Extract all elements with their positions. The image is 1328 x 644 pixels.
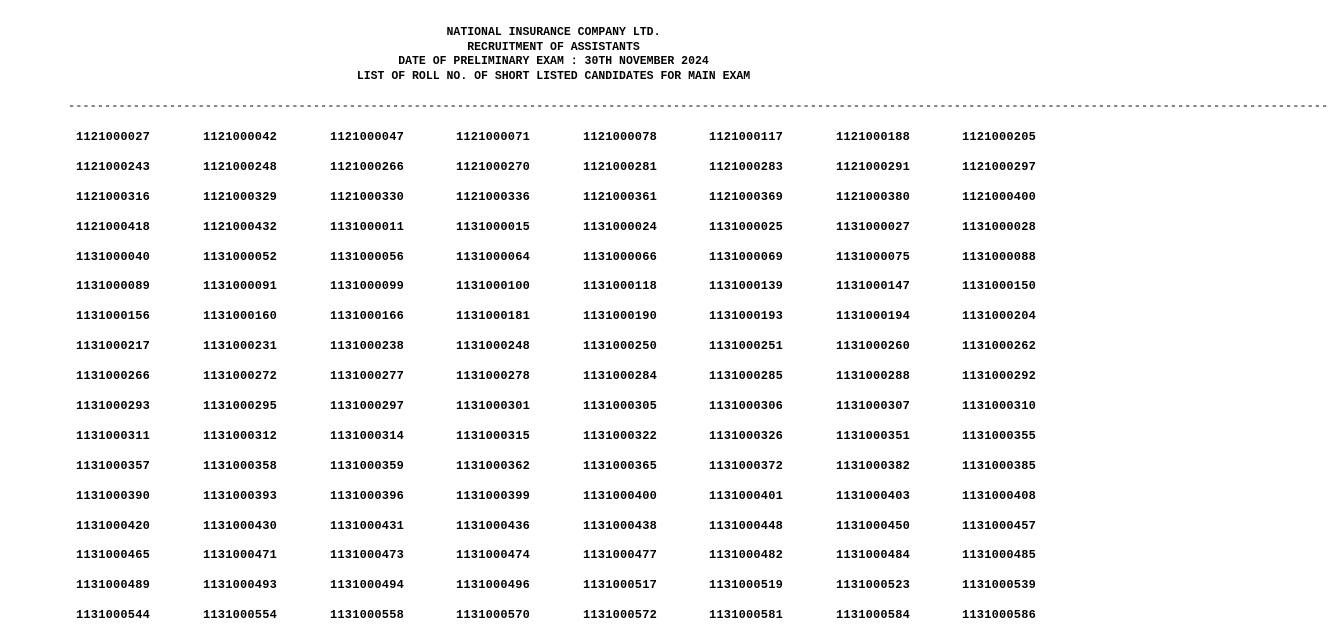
roll-number: 1131000089	[76, 279, 151, 294]
roll-number: 1131000401	[709, 488, 784, 503]
roll-number: 1131000305	[583, 399, 658, 414]
roll-number: 1131000315	[456, 428, 531, 443]
roll-number: 1121000418	[76, 219, 151, 234]
roll-number: 1131000448	[709, 518, 784, 533]
roll-number: 1131000474	[456, 548, 531, 563]
roll-number: 1131000403	[836, 488, 911, 503]
roll-number: 1131000250	[583, 339, 658, 354]
roll-number: 1131000015	[456, 219, 531, 234]
roll-number: 1131000147	[836, 279, 911, 294]
roll-number: 1121000047	[330, 130, 405, 144]
roll-number: 1121000336	[456, 189, 531, 204]
document-header	[0, 26, 1107, 84]
roll-row	[76, 459, 1107, 489]
roll-number: 1131000581	[709, 608, 784, 623]
roll-number: 1121000188	[836, 130, 911, 144]
roll-number: 1131000420	[76, 518, 151, 533]
roll-number: 1131000278	[456, 369, 531, 384]
roll-number: 1131000069	[709, 249, 784, 264]
roll-number: 1131000238	[330, 339, 405, 354]
roll-number: 1121000042	[203, 130, 278, 144]
roll-number: 1131000166	[330, 309, 405, 324]
roll-number: 1131000494	[330, 578, 405, 593]
roll-number: 1131000496	[456, 578, 531, 593]
roll-number: 1131000266	[76, 369, 151, 384]
roll-number: 1121000316	[76, 189, 151, 204]
roll-number: 1131000056	[330, 249, 405, 264]
roll-number: 1131000400	[583, 488, 658, 503]
roll-number: 1131000272	[203, 369, 278, 384]
roll-number: 1131000190	[583, 309, 658, 324]
roll-number: 1131000091	[203, 279, 278, 294]
roll-row	[76, 489, 1107, 519]
roll-number: 1131000301	[456, 399, 531, 414]
roll-number: 1131000310	[962, 399, 1037, 414]
roll-number: 1131000193	[709, 309, 784, 324]
roll-number: 1121000078	[583, 130, 658, 144]
list-title: LIST OF ROLL NO. OF SHORT LISTED CANDIDATES FOR MAIN EXAM	[356, 69, 751, 83]
roll-number: 1121000281	[583, 159, 658, 174]
roll-number: 1121000270	[456, 159, 531, 174]
roll-number: 1131000572	[583, 608, 658, 623]
roll-number: 1121000283	[709, 159, 784, 174]
roll-number: 1131000430	[203, 518, 278, 533]
roll-number: 1131000150	[962, 279, 1037, 294]
roll-number: 1131000075	[836, 249, 911, 264]
roll-number: 1131000396	[330, 488, 405, 503]
roll-row	[76, 399, 1107, 429]
roll-number: 1131000306	[709, 399, 784, 414]
roll-number: 1131000431	[330, 518, 405, 533]
roll-number: 1131000064	[456, 249, 531, 264]
roll-number: 1131000293	[76, 399, 151, 414]
roll-number: 1131000465	[76, 548, 151, 563]
roll-row	[76, 429, 1107, 459]
roll-number: 1121000329	[203, 189, 278, 204]
roll-row	[76, 548, 1107, 578]
roll-number: 1131000297	[330, 399, 405, 414]
roll-number: 1131000099	[330, 279, 405, 294]
roll-row	[76, 160, 1107, 190]
roll-number: 1131000307	[836, 399, 911, 414]
roll-number: 1131000436	[456, 518, 531, 533]
roll-number: 1131000390	[76, 488, 151, 503]
roll-number: 1131000393	[203, 488, 278, 503]
roll-number: 1131000314	[330, 428, 405, 443]
roll-number: 1131000539	[962, 578, 1037, 593]
roll-number: 1131000473	[330, 548, 405, 563]
roll-number: 1131000351	[836, 428, 911, 443]
recruitment-title: RECRUITMENT OF ASSISTANTS	[467, 40, 640, 54]
roll-number: 1131000285	[709, 369, 784, 384]
roll-number: 1131000311	[76, 428, 151, 443]
roll-number: 1121000027	[76, 130, 151, 144]
company-name: NATIONAL INSURANCE COMPANY LTD.	[446, 26, 661, 39]
roll-number: 1121000369	[709, 189, 784, 204]
roll-number: 1131000438	[583, 518, 658, 533]
roll-number: 1131000248	[456, 339, 531, 354]
roll-number: 1131000554	[203, 608, 278, 623]
roll-number: 1121000117	[709, 130, 784, 144]
roll-number: 1131000358	[203, 458, 278, 473]
roll-number: 1131000066	[583, 249, 658, 264]
roll-number: 1131000024	[583, 219, 658, 234]
roll-number: 1121000330	[330, 189, 405, 204]
roll-number: 1131000028	[962, 219, 1037, 234]
roll-number: 1131000493	[203, 578, 278, 593]
roll-number: 1131000118	[583, 279, 658, 294]
roll-number: 1131000025	[709, 219, 784, 234]
roll-number: 1131000355	[962, 428, 1037, 443]
roll-number: 1131000544	[76, 608, 151, 623]
roll-number: 1131000457	[962, 518, 1037, 533]
roll-number: 1131000156	[76, 309, 151, 324]
roll-number: 1131000519	[709, 578, 784, 593]
dashed-divider: -------------------------------------------------------------------------------------------------------------------------------------------------------------------------------	[68, 99, 1328, 113]
roll-number: 1131000365	[583, 458, 658, 473]
roll-number: 1131000558	[330, 608, 405, 623]
roll-number: 1131000322	[583, 428, 658, 443]
exam-date: DATE OF PRELIMINARY EXAM : 30TH NOVEMBER 2024	[398, 55, 709, 69]
roll-number: 1131000357	[76, 458, 151, 473]
roll-number: 1131000277	[330, 369, 405, 384]
roll-number: 1131000385	[962, 458, 1037, 473]
roll-number: 1131000040	[76, 249, 151, 264]
roll-number: 1131000570	[456, 608, 531, 623]
roll-number: 1131000362	[456, 458, 531, 473]
roll-row	[76, 309, 1107, 339]
roll-number: 1131000251	[709, 339, 784, 354]
roll-number: 1131000160	[203, 309, 278, 324]
roll-row	[76, 519, 1107, 549]
roll-number: 1131000584	[836, 608, 911, 623]
roll-number: 1121000248	[203, 159, 278, 174]
roll-number: 1121000205	[962, 130, 1037, 144]
roll-number: 1131000288	[836, 369, 911, 384]
roll-number: 1131000408	[962, 488, 1037, 503]
roll-number: 1131000450	[836, 518, 911, 533]
roll-number: 1131000484	[836, 548, 911, 563]
roll-row	[76, 130, 1107, 160]
roll-row	[76, 369, 1107, 399]
roll-number: 1131000231	[203, 339, 278, 354]
roll-number: 1121000291	[836, 159, 911, 174]
roll-number: 1131000292	[962, 369, 1037, 384]
roll-row	[76, 608, 1107, 638]
roll-number: 1131000312	[203, 428, 278, 443]
roll-number: 1131000284	[583, 369, 658, 384]
roll-number: 1131000295	[203, 399, 278, 414]
roll-number: 1131000217	[76, 339, 151, 354]
roll-number: 1131000382	[836, 458, 911, 473]
roll-number: 1131000359	[330, 458, 405, 473]
roll-number: 1131000471	[203, 548, 278, 563]
roll-number: 1131000181	[456, 309, 531, 324]
roll-number: 1131000194	[836, 309, 911, 324]
roll-row	[76, 578, 1107, 608]
roll-number: 1131000011	[330, 219, 405, 234]
roll-number-grid	[76, 130, 1107, 638]
roll-number: 1131000586	[962, 608, 1037, 623]
roll-number: 1131000260	[836, 339, 911, 354]
roll-number: 1121000380	[836, 189, 911, 204]
roll-number: 1131000027	[836, 219, 911, 234]
roll-number: 1121000400	[962, 189, 1037, 204]
roll-number: 1131000100	[456, 279, 531, 294]
roll-number: 1131000204	[962, 309, 1037, 324]
roll-number: 1121000297	[962, 159, 1037, 174]
roll-number: 1131000052	[203, 249, 278, 264]
roll-number: 1121000432	[203, 219, 278, 234]
roll-number: 1131000399	[456, 488, 531, 503]
roll-number: 1131000517	[583, 578, 658, 593]
roll-row	[76, 250, 1107, 280]
roll-row	[76, 339, 1107, 369]
roll-row	[76, 190, 1107, 220]
roll-row	[76, 220, 1107, 250]
roll-number: 1131000088	[962, 249, 1037, 264]
roll-number: 1121000071	[456, 130, 531, 144]
roll-number: 1131000482	[709, 548, 784, 563]
roll-row	[76, 279, 1107, 309]
roll-number: 1121000266	[330, 159, 405, 174]
roll-number: 1131000262	[962, 339, 1037, 354]
roll-number: 1131000139	[709, 279, 784, 294]
roll-number: 1131000489	[76, 578, 151, 593]
roll-number: 1121000361	[583, 189, 658, 204]
roll-number: 1131000326	[709, 428, 784, 443]
roll-number: 1131000523	[836, 578, 911, 593]
roll-number: 1131000372	[709, 458, 784, 473]
roll-number: 1121000243	[76, 159, 151, 174]
roll-number: 1131000477	[583, 548, 658, 563]
roll-number: 1131000485	[962, 548, 1037, 563]
